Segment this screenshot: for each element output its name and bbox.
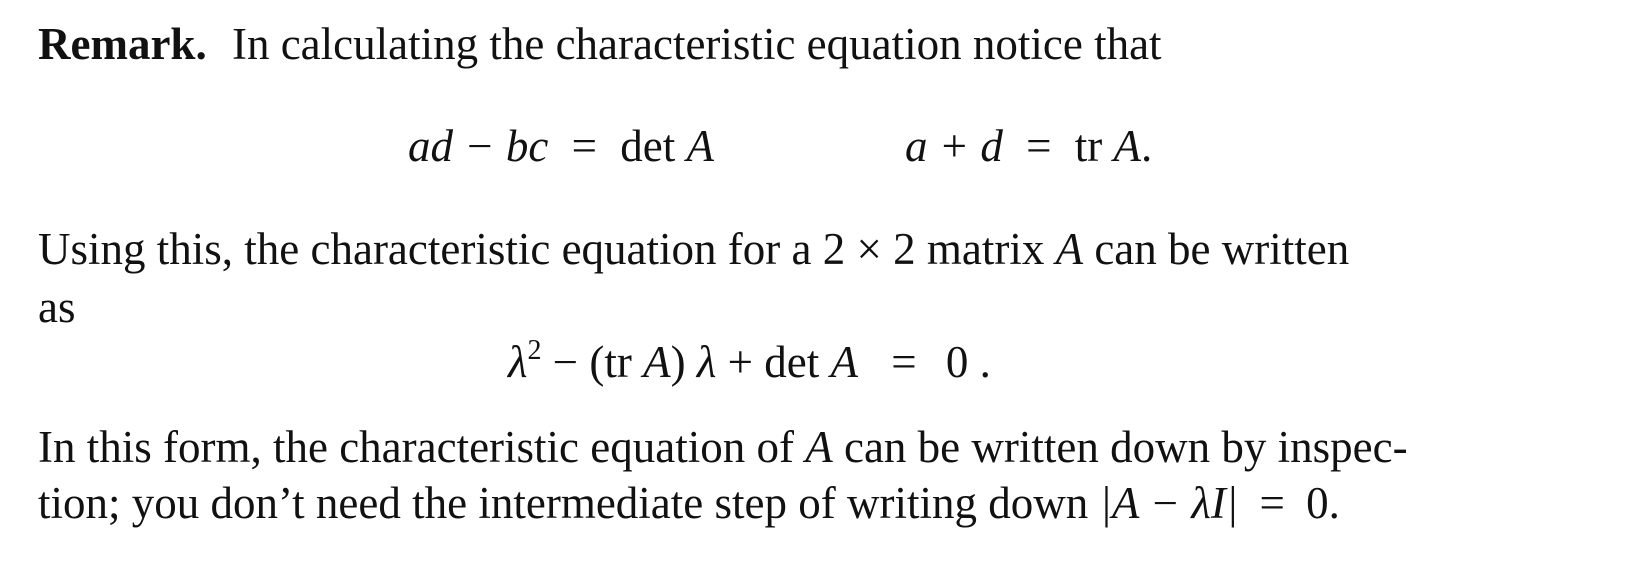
det-lhs: ad − bc bbox=[408, 121, 549, 171]
paragraph2-line1-var: A bbox=[805, 422, 833, 472]
paragraph1-line1-post: can be written bbox=[1083, 224, 1350, 274]
paragraph1-line2-text: as bbox=[38, 282, 76, 332]
paragraph2-line1-post: can be written down by inspec- bbox=[832, 422, 1408, 472]
char-lambda: λ bbox=[508, 337, 528, 387]
paragraph2-line2-math: |A − λI| bbox=[1099, 478, 1239, 528]
char-plus: + det bbox=[716, 337, 831, 387]
paragraph2-line2 bbox=[38, 478, 1340, 528]
paragraph2-line2-equals: = bbox=[1259, 478, 1285, 528]
paragraph2-line2-pre: tion; you don’t need the intermediate step of writing down bbox=[38, 478, 1100, 528]
det-rhs-op: det bbox=[620, 121, 676, 171]
paragraph1-line1-var: A bbox=[1055, 224, 1084, 274]
trace-equals: = bbox=[1026, 121, 1052, 171]
char-equals: = bbox=[891, 337, 917, 387]
det-equals: = bbox=[571, 121, 597, 171]
trace-rhs-op: tr bbox=[1074, 121, 1103, 171]
paragraph1-line2 bbox=[38, 282, 76, 332]
remark-line bbox=[38, 19, 1162, 69]
paragraph2-line1-pre: In this form, the characteristic equation of bbox=[38, 422, 806, 472]
paragraph1-line1-pre: Using this, the characteristic equation for a 2 × 2 matrix bbox=[38, 224, 1056, 274]
trace-lhs: a + d bbox=[905, 121, 1003, 171]
remark-intro: In calculating the characteristic equation notice that bbox=[231, 19, 1162, 69]
paragraph1-line1 bbox=[38, 224, 1350, 274]
paragraph2-line1 bbox=[38, 422, 1408, 472]
char-var1: A bbox=[643, 337, 671, 387]
char-lambda2: λ bbox=[696, 337, 717, 387]
char-rhs: 0 . bbox=[945, 337, 991, 387]
char-var2: A bbox=[830, 337, 858, 387]
trace-end: . bbox=[1141, 121, 1153, 171]
det-rhs-var: A bbox=[686, 121, 714, 171]
remark-label: Remark. bbox=[38, 19, 207, 69]
char-close: ) bbox=[670, 337, 697, 387]
char-exponent: 2 bbox=[527, 335, 542, 366]
trace-equation bbox=[905, 121, 1153, 171]
trace-rhs-var: A bbox=[1113, 121, 1142, 171]
characteristic-equation bbox=[508, 335, 991, 387]
char-minus: − (tr bbox=[541, 337, 644, 387]
paragraph2-line2-end: 0. bbox=[1306, 478, 1340, 528]
det-equation bbox=[408, 121, 714, 171]
